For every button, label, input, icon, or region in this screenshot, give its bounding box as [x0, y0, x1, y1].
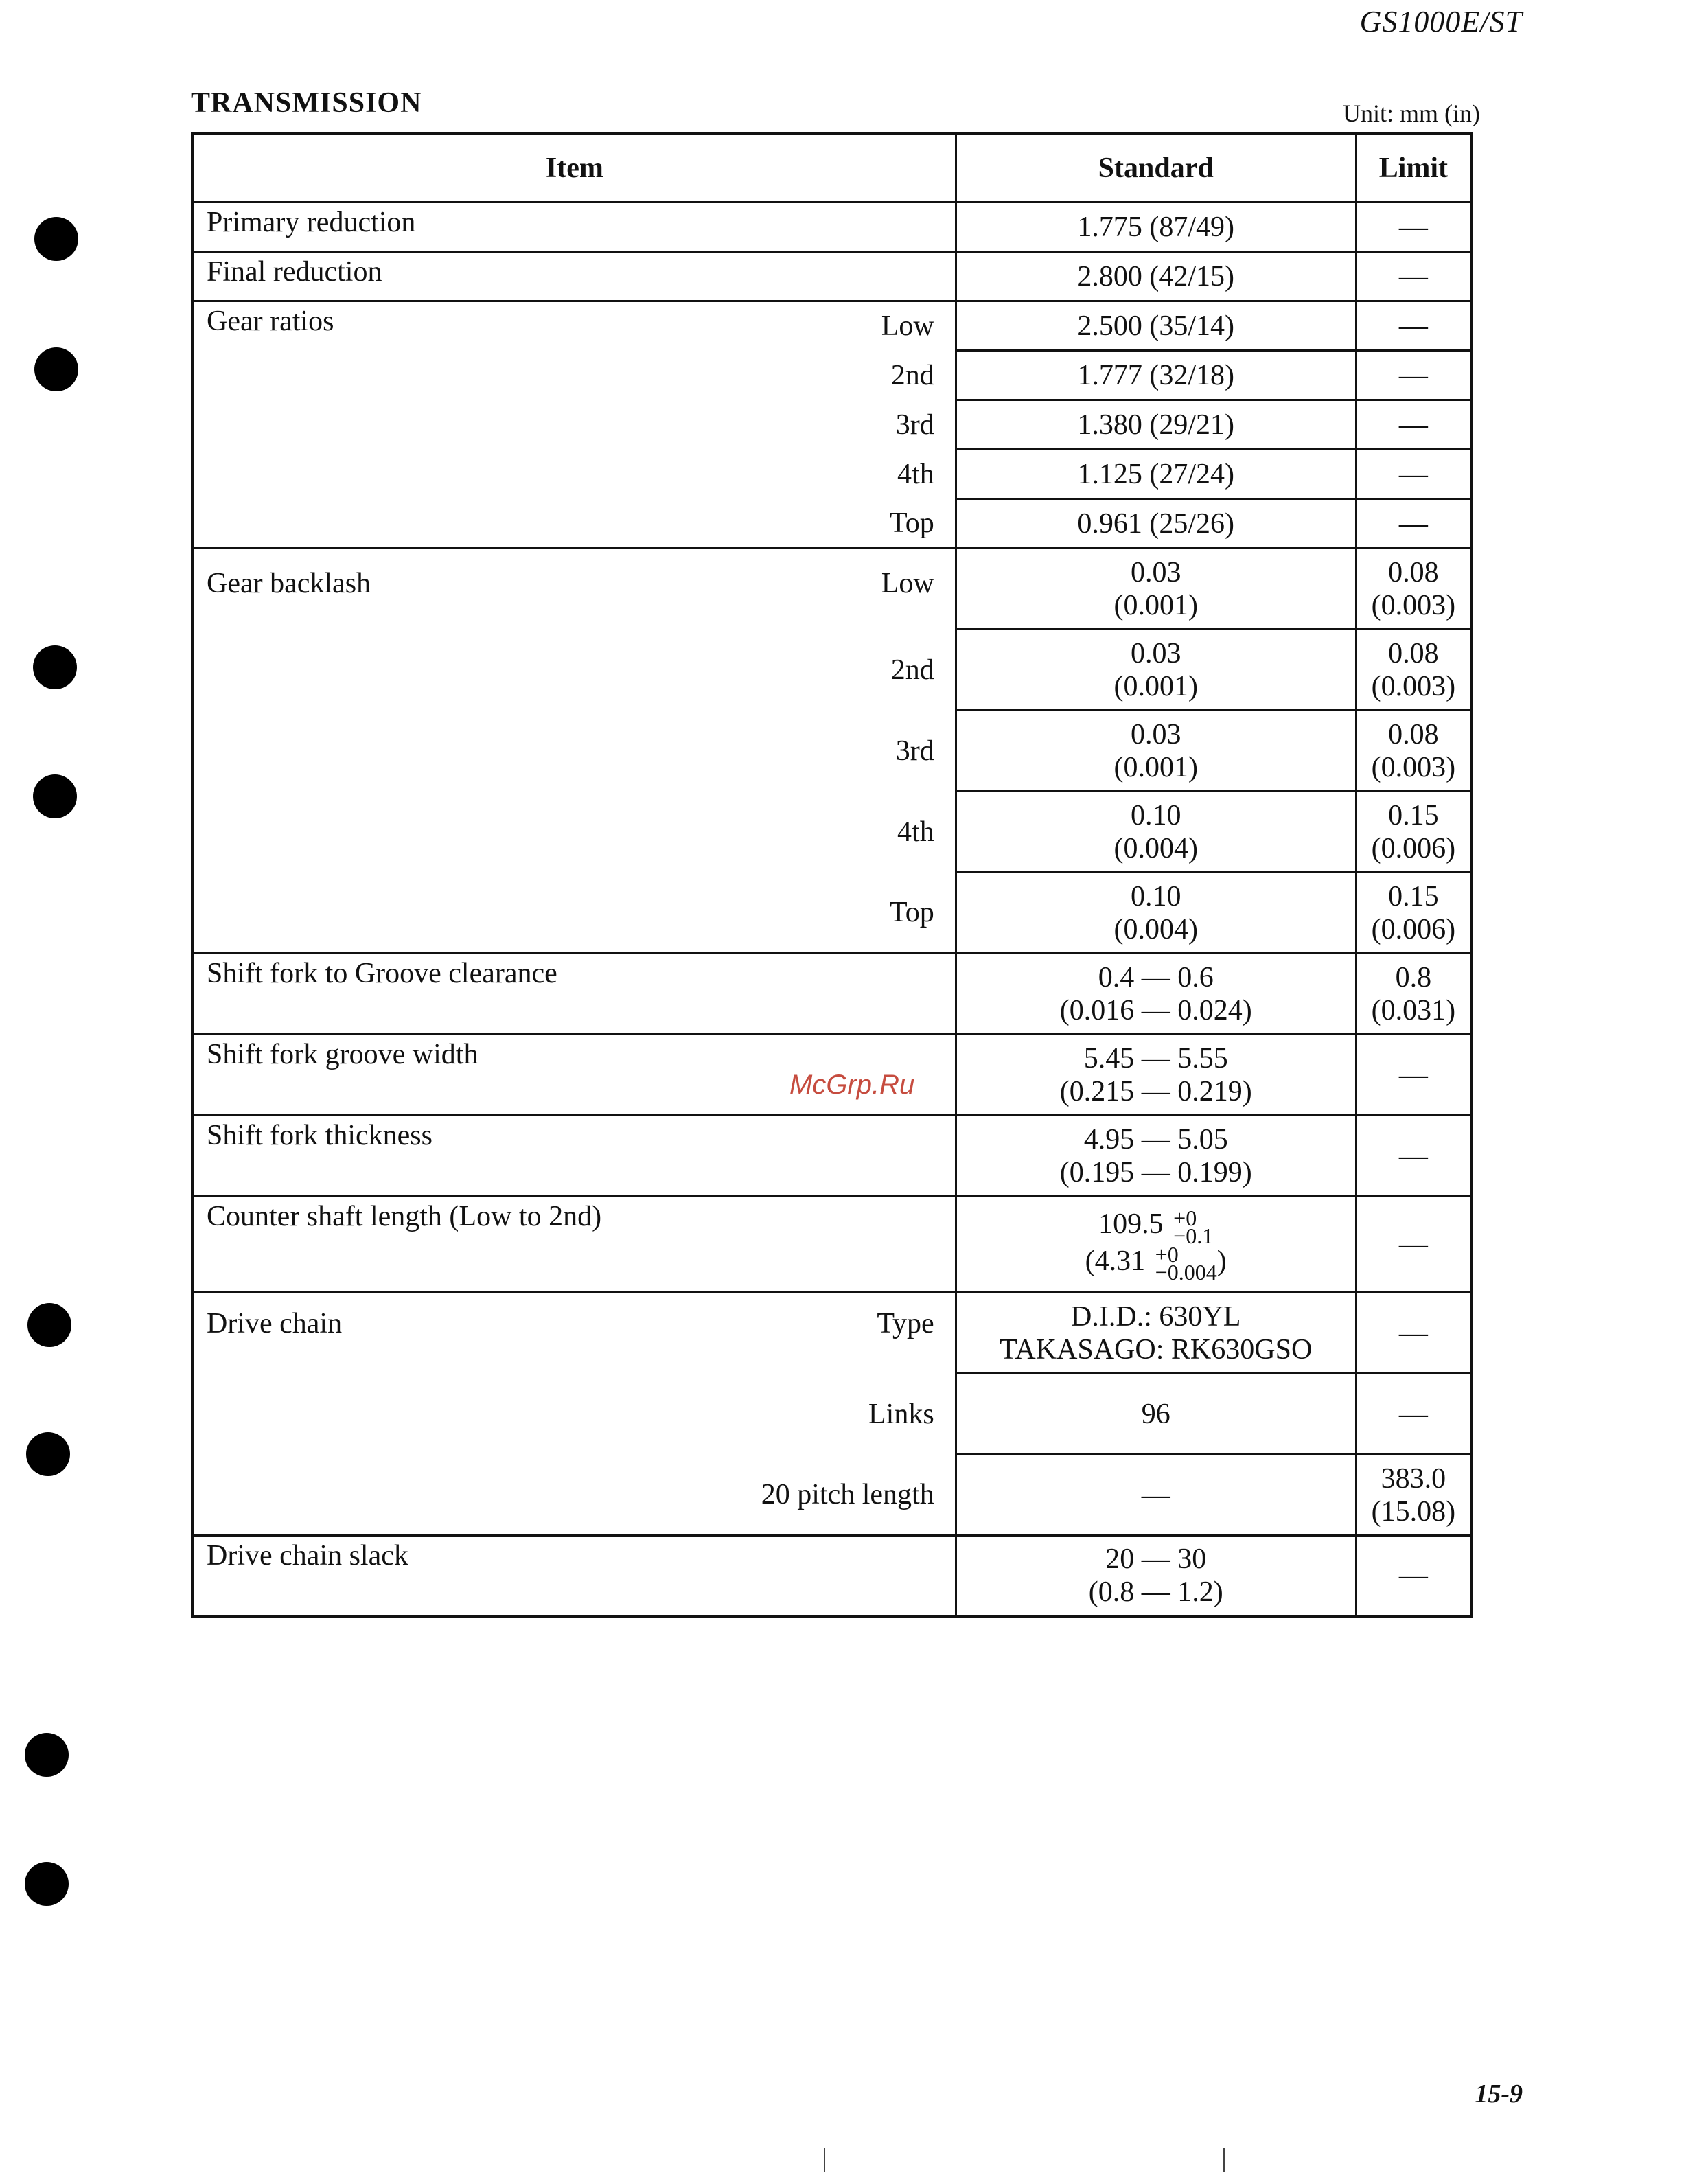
limit-cell: —	[1356, 499, 1471, 549]
table-row	[193, 450, 1472, 499]
item-cell: Gear ratios	[193, 301, 761, 351]
standard-in-close: )	[1216, 1245, 1227, 1277]
standard-in: (0.8 — 1.2)	[1088, 1576, 1223, 1608]
page-model-header: GS1000E/ST	[1359, 5, 1523, 38]
standard-in	[957, 1241, 1355, 1285]
standard-cell: 1.775 (87/49)	[956, 203, 1356, 252]
standard-cell: —	[956, 1455, 1356, 1536]
limit-cell: —	[1356, 301, 1471, 351]
table-row	[193, 954, 1472, 1035]
sub-item-cell: Top	[761, 499, 956, 549]
limit-cell: —	[1356, 1116, 1471, 1197]
item-cell: Gear backlash	[193, 549, 761, 630]
limit-in: (0.003)	[1371, 589, 1456, 621]
binder-hole	[25, 1862, 69, 1906]
standard-cell: 1.380 (29/21)	[956, 400, 1356, 450]
standard-mm: 0.03	[1130, 718, 1181, 750]
standard-in: (0.001)	[1113, 670, 1198, 702]
limit-in: (0.031)	[1371, 994, 1456, 1026]
standard-in: (0.001)	[1113, 751, 1198, 783]
standard-in: (0.004)	[1113, 832, 1198, 864]
standard-cell: 2.800 (42/15)	[956, 252, 1356, 301]
standard-cell	[956, 1293, 1356, 1374]
section-title: TRANSMISSION	[191, 87, 422, 119]
sub-item-cell: 4th	[761, 792, 956, 873]
standard-mm: 4.95 — 5.05	[1083, 1123, 1228, 1155]
limit-mm: 0.08	[1388, 718, 1439, 750]
sub-item-cell: Links	[761, 1374, 956, 1455]
table-row	[193, 499, 1472, 549]
limit-mm: 383.0	[1381, 1462, 1446, 1495]
watermark-text: McGrp.Ru	[789, 1070, 915, 1100]
column-header-standard: Standard	[956, 134, 1356, 203]
table-row	[193, 301, 1472, 351]
standard-mm: 0.10	[1130, 799, 1181, 831]
tolerance-in	[1155, 1241, 1217, 1285]
sub-item-cell: 4th	[761, 450, 956, 499]
table-row	[193, 203, 1472, 252]
item-cell: Shift fork groove width	[193, 1035, 956, 1116]
limit-cell	[1356, 873, 1471, 954]
limit-cell: —	[1356, 351, 1471, 400]
sub-item-cell: 2nd	[761, 351, 956, 400]
table-row	[193, 1455, 1472, 1536]
binder-hole	[26, 1432, 70, 1476]
item-cell	[193, 351, 761, 400]
limit-cell	[1356, 1455, 1471, 1536]
standard-cell: 96	[956, 1374, 1356, 1455]
sub-item-cell: Top	[761, 873, 956, 954]
standard-mm: 5.45 — 5.55	[1083, 1042, 1228, 1074]
standard-cell	[956, 630, 1356, 711]
limit-cell	[1356, 792, 1471, 873]
scan-mark	[824, 2148, 825, 2172]
standard-in: (0.001)	[1113, 589, 1198, 621]
standard-cell	[956, 549, 1356, 630]
binder-hole	[25, 1733, 69, 1777]
standard-mm	[957, 1205, 1355, 1248]
standard-line: TAKASAGO: RK630GSO	[1000, 1333, 1313, 1366]
standard-cell	[956, 711, 1356, 792]
standard-mm-value: 109.5	[1098, 1208, 1164, 1241]
limit-in: (15.08)	[1371, 1495, 1456, 1528]
standard-cell: 2.500 (35/14)	[956, 301, 1356, 351]
limit-cell	[1356, 711, 1471, 792]
standard-cell: 1.777 (32/18)	[956, 351, 1356, 400]
sub-item-cell: 20 pitch length	[761, 1455, 956, 1536]
item-cell	[193, 711, 761, 792]
item-cell: Drive chain	[193, 1293, 761, 1374]
column-header-limit: Limit	[1356, 134, 1471, 203]
limit-mm: 0.08	[1388, 556, 1439, 588]
item-cell: Shift fork thickness	[193, 1116, 956, 1197]
item-cell: Counter shaft length (Low to 2nd)	[193, 1197, 956, 1293]
item-cell	[193, 1455, 761, 1536]
table-row	[193, 711, 1472, 792]
tolerance-minus: −0.1	[1173, 1223, 1214, 1248]
table-header-row	[193, 134, 1472, 203]
limit-cell: —	[1356, 203, 1471, 252]
sub-item-cell: Low	[761, 301, 956, 351]
limit-mm: 0.15	[1388, 799, 1439, 831]
limit-in: (0.006)	[1371, 913, 1456, 945]
standard-cell	[956, 873, 1356, 954]
item-cell: Primary reduction	[193, 203, 956, 252]
sub-item-cell: 3rd	[761, 400, 956, 450]
standard-mm: 0.4 — 0.6	[1098, 961, 1214, 993]
table-row	[193, 873, 1472, 954]
limit-in: (0.003)	[1371, 670, 1456, 702]
tolerance-minus: −0.004	[1155, 1259, 1217, 1285]
table-row	[193, 351, 1472, 400]
limit-cell: —	[1356, 400, 1471, 450]
item-cell	[193, 873, 761, 954]
limit-mm: 0.08	[1388, 637, 1439, 669]
item-cell	[193, 499, 761, 549]
table-row	[193, 1197, 1472, 1293]
limit-mm: 0.8	[1395, 961, 1432, 993]
scan-mark	[1223, 2148, 1225, 2172]
sub-item-cell: 3rd	[761, 711, 956, 792]
standard-cell	[956, 792, 1356, 873]
limit-in: (0.006)	[1371, 832, 1456, 864]
standard-in: (0.004)	[1113, 913, 1198, 945]
standard-cell	[956, 1197, 1356, 1293]
standard-cell	[956, 1116, 1356, 1197]
binder-hole	[33, 645, 77, 689]
limit-cell: —	[1356, 1197, 1471, 1293]
item-cell: Drive chain slack	[193, 1536, 956, 1617]
standard-mm: 20 — 30	[1105, 1543, 1207, 1575]
transmission-spec-table	[191, 132, 1473, 1618]
limit-cell	[1356, 549, 1471, 630]
binder-hole	[33, 774, 77, 818]
limit-cell: —	[1356, 450, 1471, 499]
binder-hole	[34, 347, 78, 391]
limit-cell	[1356, 954, 1471, 1035]
table-row	[193, 1374, 1472, 1455]
tolerance-plus: +0	[1155, 1241, 1179, 1267]
limit-cell: —	[1356, 1374, 1471, 1455]
item-cell: Shift fork to Groove clearance	[193, 954, 956, 1035]
standard-cell: 0.961 (25/26)	[956, 499, 1356, 549]
binder-hole	[27, 1303, 71, 1347]
standard-cell	[956, 1536, 1356, 1617]
standard-in-value: (4.31	[1085, 1245, 1146, 1277]
unit-label: Unit: mm (in)	[1343, 100, 1480, 127]
limit-in: (0.003)	[1371, 751, 1456, 783]
standard-in: (0.195 — 0.199)	[1059, 1156, 1252, 1188]
item-cell	[193, 400, 761, 450]
standard-cell: 1.125 (27/24)	[956, 450, 1356, 499]
standard-mm: 0.10	[1130, 880, 1181, 912]
sub-item-cell: Type	[761, 1293, 956, 1374]
tolerance-mm	[1173, 1205, 1214, 1248]
limit-mm: 0.15	[1388, 880, 1439, 912]
limit-cell: —	[1356, 1536, 1471, 1617]
table-row	[193, 252, 1472, 301]
item-cell	[193, 630, 761, 711]
item-cell	[193, 450, 761, 499]
table-row	[193, 1536, 1472, 1617]
standard-line: D.I.D.: 630YL	[1071, 1300, 1241, 1333]
limit-cell: —	[1356, 1293, 1471, 1374]
table-row	[193, 630, 1472, 711]
table-row	[193, 400, 1472, 450]
standard-cell	[956, 1035, 1356, 1116]
standard-in: (0.016 — 0.024)	[1059, 994, 1252, 1026]
standard-mm: 0.03	[1130, 556, 1181, 588]
limit-cell	[1356, 630, 1471, 711]
column-header-item: Item	[193, 134, 956, 203]
standard-in: (0.215 — 0.219)	[1059, 1075, 1252, 1107]
item-cell	[193, 1374, 761, 1455]
binder-hole	[34, 217, 78, 261]
item-cell: Final reduction	[193, 252, 956, 301]
standard-mm: 0.03	[1130, 637, 1181, 669]
table-row	[193, 549, 1472, 630]
sub-item-cell: 2nd	[761, 630, 956, 711]
tolerance-plus: +0	[1173, 1205, 1197, 1230]
page-number: 15-9	[1475, 2080, 1523, 2108]
table-row	[193, 1293, 1472, 1374]
standard-cell	[956, 954, 1356, 1035]
limit-cell: —	[1356, 252, 1471, 301]
sub-item-cell: Low	[761, 549, 956, 630]
item-cell	[193, 792, 761, 873]
table-row	[193, 1116, 1472, 1197]
limit-cell: —	[1356, 1035, 1471, 1116]
table-row	[193, 792, 1472, 873]
